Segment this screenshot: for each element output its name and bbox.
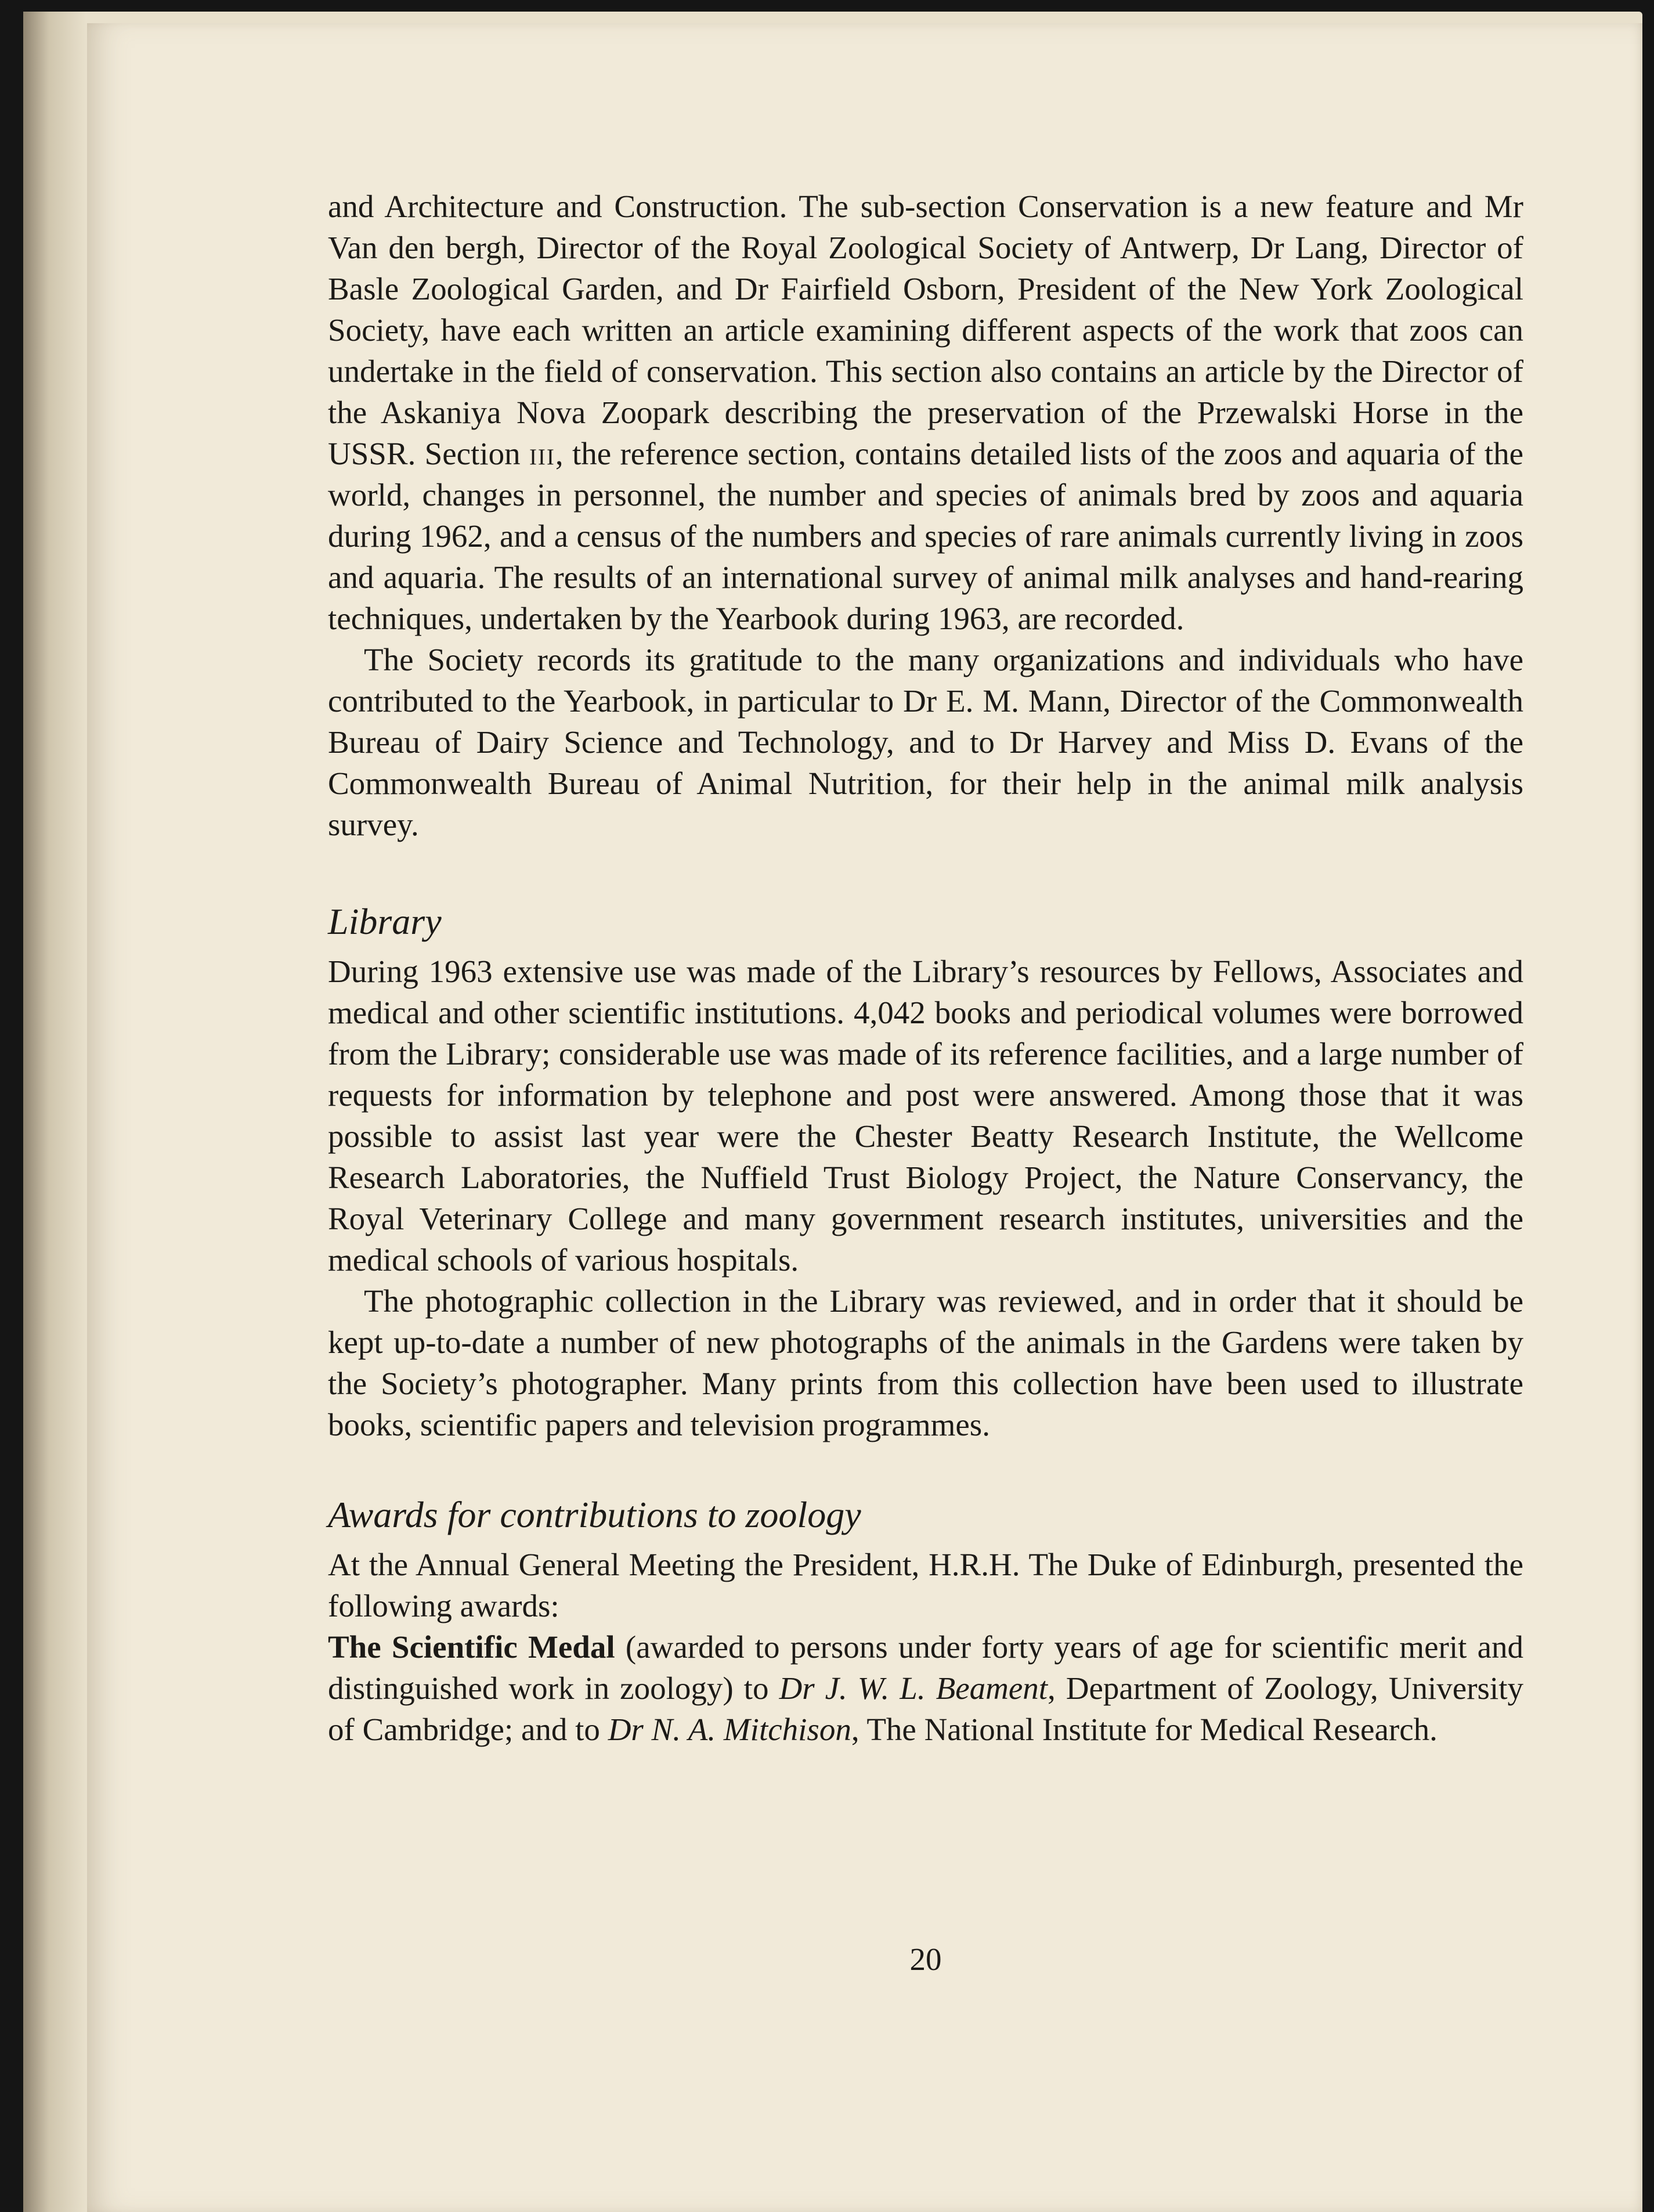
awards-heading: Awards for contributions to zoology <box>328 1494 861 1535</box>
page-content <box>328 186 1524 1977</box>
section-numeral: iii <box>529 436 555 471</box>
paragraph-intro-continued <box>328 186 1523 639</box>
paragraph-scientific-medal <box>328 1626 1523 1750</box>
text-run: , the reference section, contains detailed lists of the zoos and aquaria of the world, changes in personnel, the number and species of animals bred by zoos and aquaria during 1962, and a census of the numbers and species of rare animals currently living in zoos and aquaria. The results of an international survey of animal milk analyses and hand-rearing techniques, undertaken by the Yearbook during 1963, are recorded. <box>328 436 1524 636</box>
paragraph-awards-intro: At the Annual General Meeting the President, H.R.H. The Duke of Edinburgh, presented the following awards: <box>328 1547 1523 1623</box>
text-run: , The National Institute for Medical Research. <box>851 1712 1438 1747</box>
paragraph-library-usage: During 1963 extensive use was made of the Library’s resources by Fellows, Associates and medical and other scientific institutions. 4,042 books and periodical volumes were borrowed from the Library; considerable use was made of its reference facilities, and a large number of requests for information by telephone and post were answered. Among those that it was possible to assist last year were the Chester Beatty Research Institute, the Wellcome Research Laboratories, the Nuffield Trust Biology Project, the Nature Conservancy, the Royal Veterinary College and many government research institutes, universities and the medical schools of various hospitals. <box>328 954 1523 1278</box>
text-run: (awarded to persons under forty years of age for scientific merit and distinguished work in zoology) to <box>328 1629 1523 1706</box>
text-run: , Department of Zoology, University of Cambridge; and to <box>328 1670 1523 1747</box>
binding-shadow <box>23 12 87 2212</box>
paragraph-gratitude: The Society records its gratitude to the many organizations and individuals who have contributed to the Yearbook, in particular to Dr E. M. Mann, Director of the Commonwealth Bureau of Dairy Science and Technology, and to Dr Harvey and Miss D. Evans of the Commonwealth Bureau of Animal Nutrition, for their help in the animal milk analysis survey. <box>328 642 1523 842</box>
recipient-name: Dr J. W. L. Beament <box>779 1670 1048 1706</box>
paragraph-photographic-collection: The photographic collection in the Library was reviewed, and in order that it should be kept up-to-date a number of new photographs of the animals in the Gardens were taken by the Society’s photographer. Many prints from this collection have been used to illustrate books, scientific papers and television programmes. <box>328 1283 1523 1442</box>
text-run: and Architecture and Construction. The sub-section Conservation is a new feature and Mr Van den bergh, Director of the Royal Zoological Society of Antwerp, Dr Lang, Director of Basle Zoological Garden, and Dr Fairfield Osborn, President of the New York Zoological Society, have each written an article examining different aspects of the work that zoos can undertake in the field of conservation. This section also contains an article by the Director of the Askaniya Nova Zoopark describing the preservation of the Przewalski Horse in the USSR. Section <box>328 189 1523 471</box>
recipient-name: Dr N. A. Mitchison <box>608 1712 851 1747</box>
medal-name: The Scientific Medal <box>328 1629 615 1665</box>
library-heading: Library <box>328 901 442 942</box>
page-number: 20 <box>909 1942 942 1977</box>
